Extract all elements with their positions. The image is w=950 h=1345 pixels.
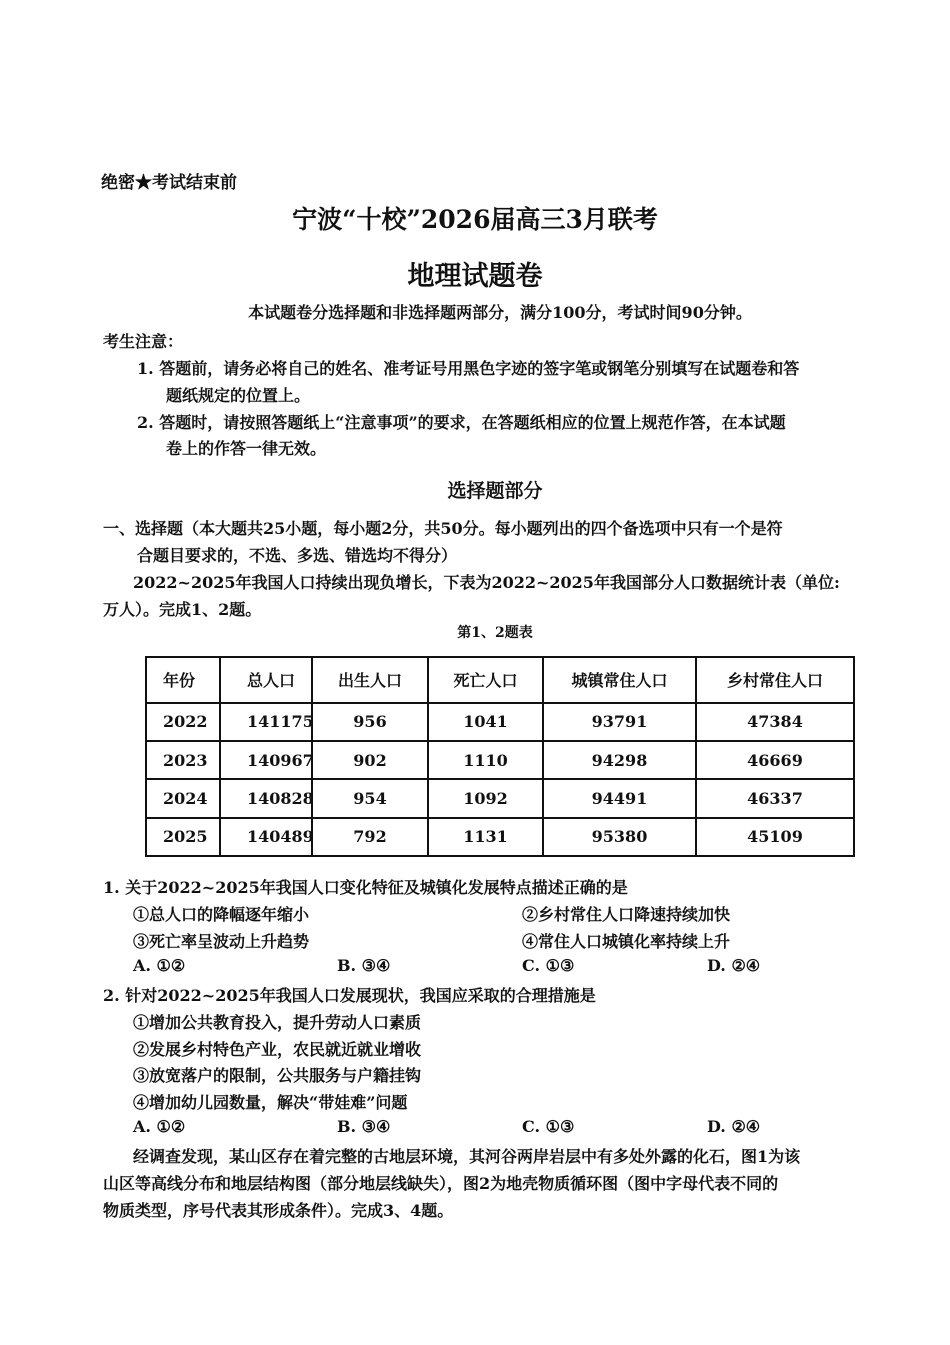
table-header-row	[146, 657, 854, 703]
table-cell: 46669	[696, 741, 854, 779]
notice-item-2-line-1: 2. 答题时，请按照答题纸上“注意事项”的要求，在答题纸相应的位置上规范作答，在本试题	[137, 413, 786, 432]
table-row	[146, 703, 854, 741]
question-2-statement-2: ②发展乡村特色产业，农民就近就业增收	[133, 1040, 422, 1059]
table-cell: 954	[312, 779, 428, 817]
table-cell: 2025	[146, 818, 220, 856]
notice-item-1-line-1: 1. 答题前，请务必将自己的姓名、准考证号用黑色字迹的签字笔或钢笔分别填写在试题卷和答	[137, 359, 800, 378]
question-2-stem: 2. 针对2022~2025年我国人口发展现状，我国应采取的合理措施是	[103, 986, 596, 1005]
notice-heading: 考生注意：	[103, 332, 184, 351]
question-1-option-a[interactable]: A. ①②	[133, 956, 186, 975]
table-cell: 45109	[696, 818, 854, 856]
table-cell: 1041	[428, 703, 543, 741]
table-cell: 2022	[146, 703, 220, 741]
table-cell: 94491	[543, 779, 696, 817]
question-2-option-b[interactable]: B. ③④	[337, 1117, 391, 1136]
table-header-cell: 城镇常住人口	[543, 657, 696, 703]
question-1-statement-3: ③死亡率呈波动上升趋势	[133, 932, 310, 951]
part1-instructions-line-2: 合题目要求的，不选、多选、错选均不得分）	[137, 546, 458, 565]
population-table	[145, 656, 855, 857]
question-2-statement-4: ④增加幼儿园数量，解决“带娃难”问题	[133, 1093, 408, 1112]
table-header-cell: 死亡人口	[428, 657, 543, 703]
question-1-option-d[interactable]: D. ②④	[707, 956, 761, 975]
table-cell: 902	[312, 741, 428, 779]
question-1-option-b[interactable]: B. ③④	[337, 956, 391, 975]
table-cell: 95380	[543, 818, 696, 856]
table-cell: 1092	[428, 779, 543, 817]
table-cell: 2024	[146, 779, 220, 817]
exam-intro: 本试题卷分选择题和非选择题两部分，满分100分，考试时间90分钟。	[248, 303, 752, 322]
question-2-option-c[interactable]: C. ①③	[522, 1117, 575, 1136]
passage-2-line-2: 山区等高线分布和地层结构图（部分地层线缺失），图2为地壳物质循环图（图中字母代表不同的	[103, 1174, 779, 1193]
table-cell: 1110	[428, 741, 543, 779]
table-cell: 141175	[220, 703, 312, 741]
table-cell: 2023	[146, 741, 220, 779]
table-row	[146, 818, 854, 856]
table-caption: 第1、2题表	[457, 625, 533, 641]
table-header-cell: 年份	[146, 657, 220, 703]
table-cell: 1131	[428, 818, 543, 856]
notice-item-2-line-2: 卷上的作答一律无效。	[166, 439, 327, 458]
exam-title: 宁波“十校”2026届高三3月联考	[292, 205, 658, 234]
passage-2-line-3: 物质类型，序号代表其形成条件）。完成3、4题。	[103, 1201, 454, 1220]
table-cell: 140828	[220, 779, 312, 817]
question-1-stem: 1. 关于2022~2025年我国人口变化特征及城镇化发展特点描述正确的是	[103, 878, 628, 897]
notice-item-1-line-2: 题纸规定的位置上。	[166, 386, 311, 405]
question-2-option-d[interactable]: D. ②④	[707, 1117, 761, 1136]
table-header-cell: 出生人口	[312, 657, 428, 703]
question-1-statement-2: ②乡村常住人口降速持续加快	[522, 905, 731, 924]
table-cell: 140489	[220, 818, 312, 856]
question-1-statement-4: ④常住人口城镇化率持续上升	[522, 932, 731, 951]
question-2-statement-1: ①增加公共教育投入，提升劳动人口素质	[133, 1013, 422, 1032]
confidential-label: 绝密★考试结束前	[101, 173, 237, 193]
passage-1-line-2: 万人）。完成1、2题。	[103, 600, 262, 619]
table-cell: 140967	[220, 741, 312, 779]
table-row	[146, 779, 854, 817]
passage-1-line-1: 2022~2025年我国人口持续出现负增长，下表为2022~2025年我国部分人口数据统计表（单位:	[133, 573, 840, 592]
table-cell: 47384	[696, 703, 854, 741]
question-2-option-a[interactable]: A. ①②	[133, 1117, 186, 1136]
table-row	[146, 741, 854, 779]
table-cell: 956	[312, 703, 428, 741]
table-header-cell: 总人口	[220, 657, 312, 703]
question-1-option-c[interactable]: C. ①③	[522, 956, 575, 975]
section-title: 选择题部分	[447, 480, 543, 502]
table-cell: 94298	[543, 741, 696, 779]
table-header-cell: 乡村常住人口	[696, 657, 854, 703]
question-1-statement-1: ①总人口的降幅逐年缩小	[133, 905, 310, 924]
table-cell: 792	[312, 818, 428, 856]
table-cell: 93791	[543, 703, 696, 741]
question-2-statement-3: ③放宽落户的限制，公共服务与户籍挂钩	[133, 1066, 422, 1085]
paper-title: 地理试题卷	[407, 261, 543, 292]
table-cell: 46337	[696, 779, 854, 817]
part1-instructions-line-1: 一、选择题（本大题共25小题，每小题2分，共50分。每小题列出的四个备选项中只有一个是符	[103, 519, 783, 538]
passage-2-line-1: 经调查发现，某山区存在着完整的古地层环境，其河谷两岸岩层中有多处外露的化石，图1为该	[133, 1147, 801, 1166]
